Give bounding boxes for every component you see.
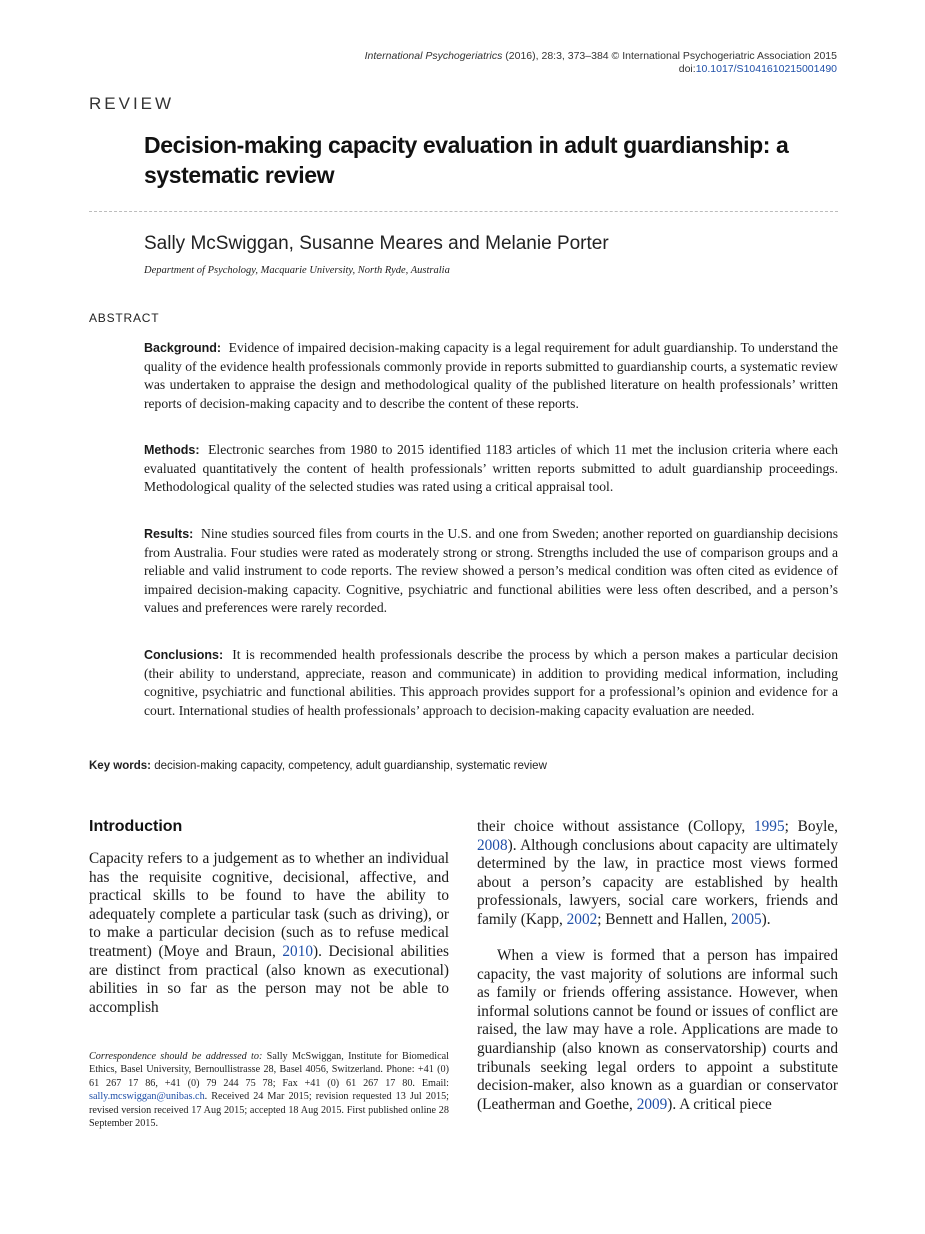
intro-paragraph-2 bbox=[477, 947, 838, 1114]
text-run: When a view is formed that a person has impaired capacity, the vast majority of solutions are informal such as family or friends offering assistance. However, when informal solutions cannot be found or issues of conflict are raised, the law may have a role. Applications are made to guardianship (also known as conservatorship) courts and tribunals seeking legal orders to appoint a substitute decision-maker, also known as a guardian or conservator (Leatherman and Goethe, bbox=[477, 947, 838, 1113]
abstract-conclusions bbox=[144, 646, 838, 720]
abstract-results bbox=[144, 525, 838, 618]
text-run: Capacity refers to a judgement as to whether an individual has the requisite cognitive, decisional, affective, and practical skills to be found to have the ability to adequately complete a particular task (such as driving), or to make a particular decision (such as to refuse medical treatment) (Moye and Braun, bbox=[89, 850, 449, 960]
text-run: ). bbox=[761, 910, 771, 928]
article-title: Decision-making capacity evaluation in adult guardianship: a systematic review bbox=[144, 132, 789, 188]
background-text: Evidence of impaired decision-making capacity is a legal requirement for adult guardianship. To understand the quality of the evidence health professionals commonly provide in reports submitted to guardianship courts, a systematic review was undertaken to appraise the design and methodological quality of the published literature on health professionals’ written reports of decision-making capacity and to describe the content of these reports. bbox=[144, 340, 839, 411]
keywords-text: decision-making capacity, competency, adult guardianship, systematic review bbox=[154, 760, 547, 772]
conclusions-text: It is recommended health professionals describe the process by which a person makes a particular decision (their ability to understand, appreciate, reason and communicate) in addition to providing medical information, including cognitive, psychiatric and functional abilities. This approach provides support for a professional’s opinion and evidence for a court. International studies of health professionals’ approach to decision-making capacity evaluation are needed. bbox=[144, 647, 838, 718]
conclusions-heading: Conclusions: bbox=[144, 648, 224, 662]
text-run: ; Boyle, bbox=[784, 818, 838, 835]
correspondence-lead: Correspondence should be addressed to: bbox=[89, 1051, 263, 1062]
journal-info-line bbox=[365, 50, 837, 63]
citation-link[interactable]: 1995 bbox=[754, 818, 785, 835]
text-run: their choice without assistance (Collopy, bbox=[477, 818, 754, 835]
text-run: ). Although conclusions about capacity are ultimately determined by the law, in practice most views formed about a person’s capacity are established by health professionals, lawyers, social care workers, friends and family (Kapp, bbox=[477, 836, 838, 928]
section-heading-introduction: Introduction bbox=[89, 818, 183, 835]
intro-paragraph-1 bbox=[89, 850, 449, 1017]
text-run: Sally McSwiggan, Institute for Biomedical Ethics, Basel University, Bernoullistrasse 28, Basel 4056, Switzerland. Phone: +41 (0) 61 267 17 86, +41 (0) 79 244 75 78; Fax +41 (0) 61 267 17 80. Email: bbox=[89, 1051, 449, 1089]
background-heading: Background: bbox=[144, 341, 222, 355]
results-text: Nine studies sourced files from courts in the U.S. and one from Sweden; another reported on guardianship decisions from Australia. Four studies were rated as moderately strong or strong. Strengths included the use of comparison groups and a reliable and valid instrument to code reports. The review showed a person’s medical condition was often cited as evidence of impaired decision-making capacity. Cognitive, psychiatric and functional abilities were less often described, and a person’s values and preferences were rarely recorded. bbox=[144, 526, 838, 616]
correspondence-footnote bbox=[89, 1050, 449, 1130]
intro-paragraph-1-continued bbox=[477, 818, 838, 930]
text-run: ). Decisional abilities are distinct from practical (also known as executional) abilities in so far as the person may not be able to accomplish bbox=[89, 942, 449, 1016]
title-divider bbox=[89, 211, 838, 212]
text-run: ). A critical piece bbox=[667, 1095, 772, 1113]
methods-text: Electronic searches from 1980 to 2015 identified 1183 articles of which 11 met the inclusion criteria where each evaluated quantitatively the content of health professionals’ written reports submitted to adult guardianship proceedings. Methodological quality of the selected studies was rated using a critical appraisal tool. bbox=[144, 442, 838, 495]
author-affiliation: Department of Psychology, Macquarie University, North Ryde, Australia bbox=[144, 265, 450, 276]
abstract-label: ABSTRACT bbox=[89, 311, 160, 325]
keywords bbox=[89, 760, 547, 772]
journal-details: (2016), 28:3, 373–384 © International Psychogeriatric Association 2015 bbox=[502, 50, 837, 62]
methods-heading: Methods: bbox=[144, 443, 200, 457]
citation-link[interactable]: 2008 bbox=[477, 836, 508, 854]
citation-link[interactable]: 2005 bbox=[731, 910, 762, 928]
abstract-methods bbox=[144, 441, 838, 497]
citation-link[interactable]: 2002 bbox=[566, 910, 598, 928]
journal-citation bbox=[365, 50, 837, 76]
doi-line bbox=[365, 63, 837, 76]
results-heading: Results: bbox=[144, 527, 194, 541]
email-link[interactable]: sally.mcswiggan@unibas.ch bbox=[89, 1091, 205, 1103]
abstract-background bbox=[144, 339, 838, 413]
author-list: Sally McSwiggan, Susanne Meares and Melanie Porter bbox=[144, 233, 609, 254]
text-run: . Received 24 Mar 2015; revision requested 13 Jul 2015; revised version received 17 Aug 2015; accepted 18 Aug 2015. First published online 28 September 2015. bbox=[89, 1091, 449, 1130]
keywords-label: Key words: bbox=[89, 760, 151, 772]
article-type-label: REVIEW bbox=[89, 94, 175, 113]
doi-link[interactable]: 10.1017/S1041610215001490 bbox=[695, 63, 837, 75]
doi-prefix: doi: bbox=[678, 63, 696, 75]
journal-name: International Psychogeriatrics bbox=[364, 50, 503, 62]
text-run: ; Bennett and Hallen, bbox=[597, 910, 732, 928]
citation-link[interactable]: 2009 bbox=[636, 1095, 668, 1113]
citation-link[interactable]: 2010 bbox=[282, 942, 313, 960]
